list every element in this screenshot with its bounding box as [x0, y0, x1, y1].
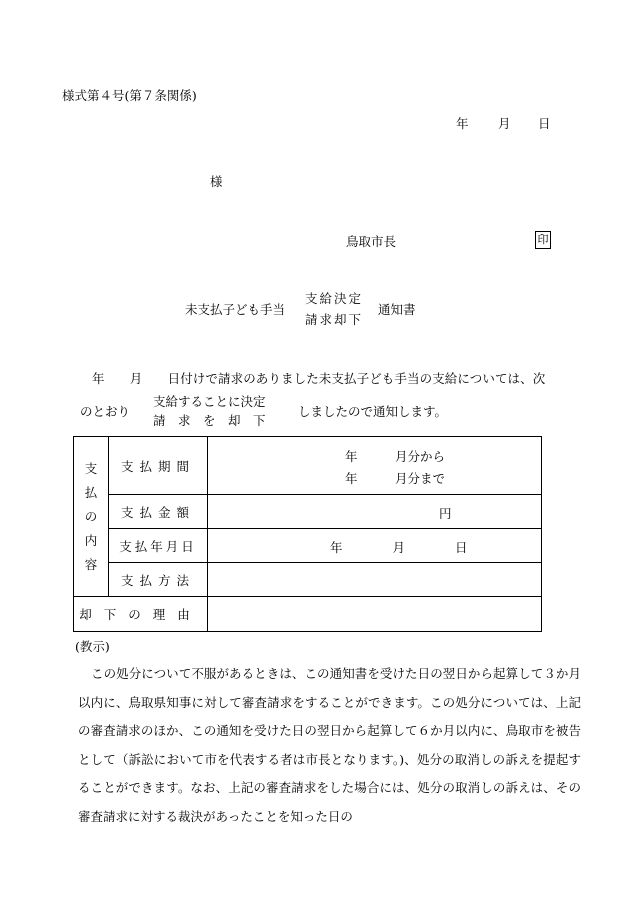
- seal-mark: 印: [535, 231, 551, 249]
- period-from: 年 月分から: [345, 449, 446, 464]
- rejection-reason-label: 却下の理由: [74, 597, 208, 632]
- method-label: 支払方法: [109, 563, 208, 597]
- instruction-text: この処分について不服があるときは、この通知書を受けた日の翌日から起算して３か月以内に、鳥取県知事に対して審査請求をすることができます。この処分については、上記の審査請求のほか、この通知を受けた日の翌日から起算して６か月以内に、鳥取市を被告として（訴訟において市を代表する者は市長となります。)、処分の取消しの訴えを提起することができます。なお、上記の審査請求をした場合には、処分の取消しの訴えは、その審査請求に対する裁決があったことを知った日の: [78, 666, 581, 824]
- title-prefix: 未支払子ども手当: [185, 302, 286, 317]
- period-to: 年 月分まで: [345, 471, 446, 486]
- period-value: [208, 437, 542, 495]
- body-option-decision: 支給することに決定: [153, 394, 266, 409]
- title-option-rejection: 請求却下: [305, 312, 364, 327]
- body-line-1: 年 月 日付けで請求のありました未支払子ども手当の支給については、次: [92, 371, 546, 386]
- body-option-rejection: 請 求 を 却 下: [153, 413, 266, 428]
- date-year: 年: [456, 116, 469, 131]
- payment-content-table: [73, 436, 542, 632]
- date-value-cell: [208, 529, 542, 563]
- amount-label: 支払金額: [109, 495, 208, 529]
- date-day: 日: [538, 116, 551, 131]
- period-label: 支払期間: [109, 437, 208, 495]
- date-value: 年 月 日: [330, 540, 468, 555]
- instruction-text-block: [78, 660, 581, 831]
- body-line-2-suffix: しましたので通知します。: [298, 404, 448, 419]
- vheader-char: 払: [84, 484, 98, 500]
- rejection-reason-value: [208, 597, 542, 632]
- date-month: 月: [498, 116, 511, 131]
- vheader-char: 容: [84, 556, 98, 572]
- title-suffix: 通知書: [378, 302, 416, 317]
- issuer-name: 鳥取市長: [346, 234, 397, 249]
- date-label: 支払年月日: [109, 529, 208, 563]
- amount-unit: 円: [439, 506, 452, 521]
- vheader-char: の: [84, 508, 98, 524]
- vheader-char: 内: [84, 532, 98, 548]
- instruction-heading: (教示): [75, 639, 110, 654]
- payment-content-header: [74, 437, 109, 597]
- body-line-2-prefix: のとおり: [80, 404, 131, 419]
- addressee-suffix: 様: [210, 174, 223, 189]
- method-value: [208, 563, 542, 597]
- amount-value: [208, 495, 542, 529]
- vheader-char: 支: [84, 460, 98, 476]
- form-number: 様式第４号(第７条関係): [62, 88, 197, 103]
- title-option-decision: 支給決定: [305, 291, 364, 306]
